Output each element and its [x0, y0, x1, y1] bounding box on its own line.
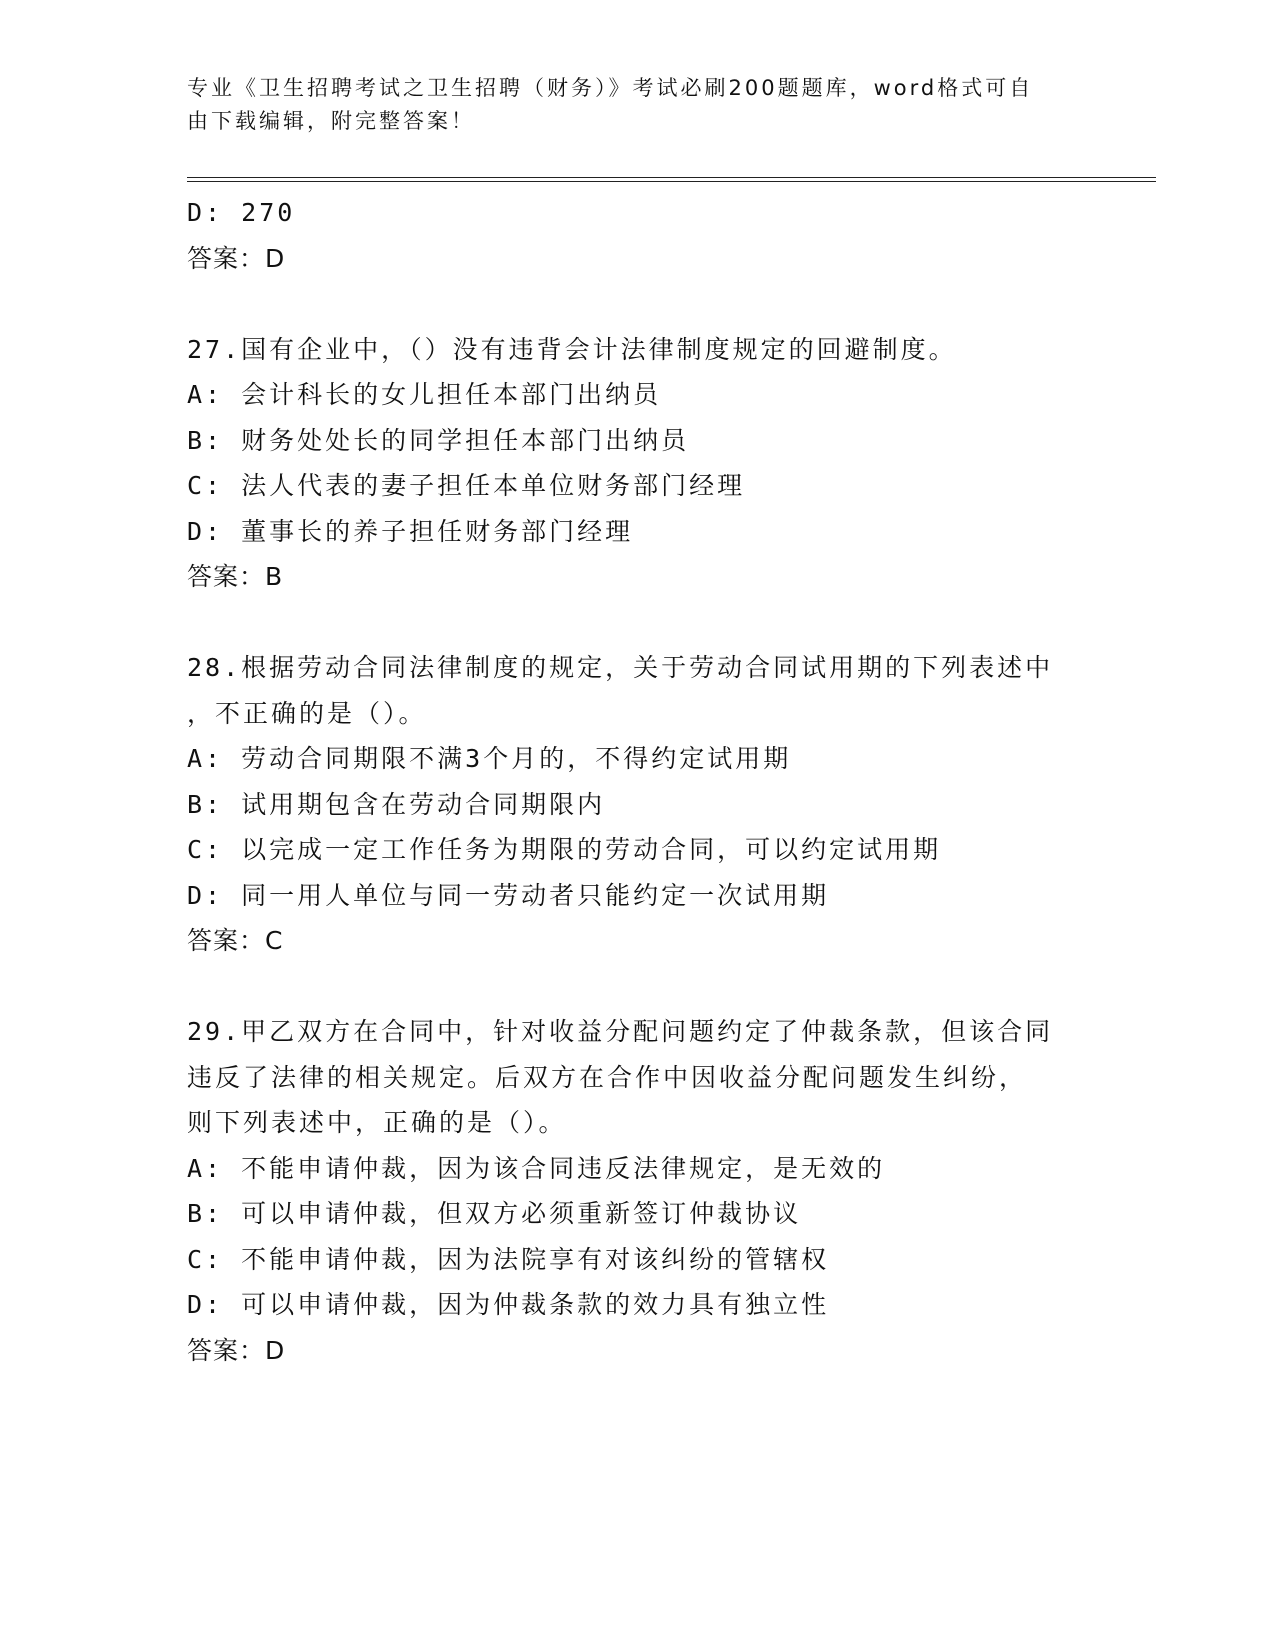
- option-b: B: 试用期包含在劳动合同期限内: [187, 789, 606, 819]
- question-27: [187, 327, 1087, 600]
- option-a: A: 会计科长的女儿担任本部门出纳员: [187, 380, 662, 409]
- question-stem-continued: 违反了法律的相关规定。后双方在合作中因收益分配问题发生纠纷，: [187, 1062, 1028, 1092]
- option-a: A: 不能申请仲裁，因为该合同违反法律规定，是无效的: [187, 1153, 886, 1183]
- spacer: [187, 964, 1087, 1010]
- option-d: D: 董事长的养子担任财务部门经理: [187, 516, 634, 546]
- answer-line: 答案：D: [187, 243, 286, 273]
- header-title-line-2: 由下载编辑，附完整答案！: [187, 109, 475, 133]
- previous-question-tail: [187, 190, 1087, 281]
- option-d: D: 同一用人单位与同一劳动者只能约定一次试用期: [187, 880, 830, 910]
- question-stem-continued: 则下列表述中，正确的是（）。: [187, 1108, 567, 1137]
- option-b: B: 可以申请仲裁，但双方必须重新签订仲裁协议: [187, 1199, 802, 1228]
- spacer: [187, 281, 1087, 327]
- question-content: [187, 190, 1087, 1373]
- question-stem-continued: ，不正确的是（）。: [187, 698, 427, 728]
- answer-line: 答案：C: [187, 926, 284, 955]
- spacer: [187, 600, 1087, 646]
- question-stem: 29.甲乙双方在合同中，针对收益分配问题约定了仲裁条款，但该合同: [187, 1017, 1054, 1046]
- question-stem: 27.国有企业中，（）没有违背会计法律制度规定的回避制度。: [187, 334, 957, 364]
- option-c: C: 不能申请仲裁，因为法院享有对该纠纷的管辖权: [187, 1244, 830, 1274]
- page-header: [187, 72, 1087, 138]
- option-b: B: 财务处处长的同学担任本部门出纳员: [187, 425, 690, 455]
- option-a: A: 劳动合同期限不满3个月的，不得约定试用期: [187, 744, 792, 773]
- question-29: [187, 1009, 1087, 1373]
- option-c: C: 以完成一定工作任务为期限的劳动合同，可以约定试用期: [187, 835, 942, 864]
- option-c: C: 法人代表的妻子担任本单位财务部门经理: [187, 471, 746, 500]
- option-d: D: 可以申请仲裁，因为仲裁条款的效力具有独立性: [187, 1290, 830, 1319]
- header-divider: [187, 177, 1156, 182]
- option-d: D: 270: [187, 198, 296, 227]
- answer-line: 答案：D: [187, 1335, 286, 1365]
- question-stem: 28.根据劳动合同法律制度的规定，关于劳动合同试用期的下列表述中: [187, 653, 1054, 682]
- question-28: [187, 645, 1087, 964]
- answer-line: 答案：B: [187, 562, 284, 591]
- header-title-line-1: 专业《卫生招聘考试之卫生招聘（财务）》考试必刷200题题库，word格式可自: [187, 76, 1034, 100]
